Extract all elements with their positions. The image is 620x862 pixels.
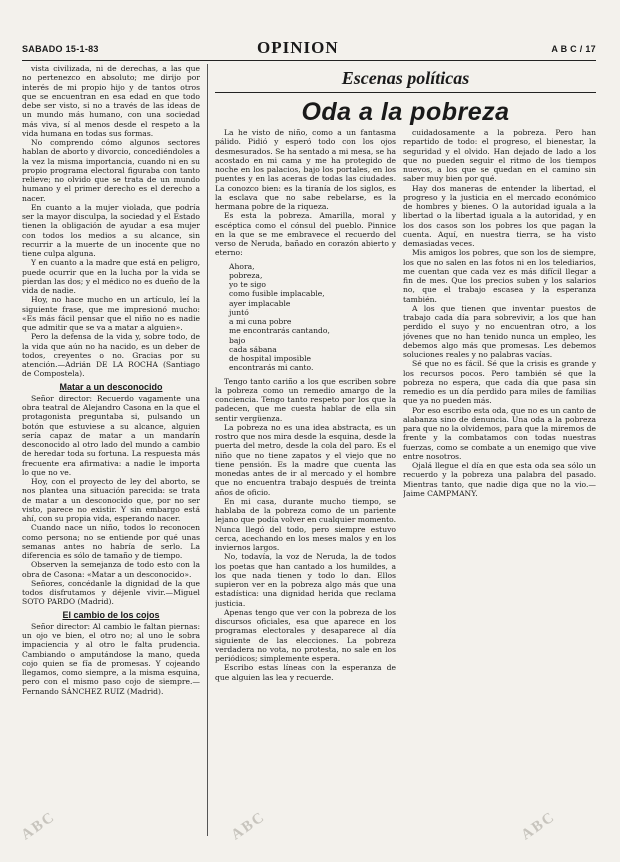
poem-line: bajo <box>229 335 246 345</box>
article-headline: Oda a la pobreza <box>301 98 510 126</box>
letter-paragraph: Cuando nace un niño, todos lo reconocen como persona; no se entiende por qué unas semanas antes no habría de serlo. La diferencia es sólo de tamaño y de tiempo. <box>22 523 200 560</box>
letter-paragraph: vista civilizada, ni de derechas, a las que no pertenezco en absoluto; me dirijo por interés de mi propio hijo y de tantos otros que se encuentran en esa edad en que todo debe ser visto, si no a través de las ideas de un mundo más humano, con una sociedad más viva, sí al menos desde el respeto a la vida humana en todas sus formas. <box>22 64 200 138</box>
letter-paragraph: Hoy, con el proyecto de ley del aborto, se nos plantea una situación parecida: se trata de matar a un desconocido que, por no ser visto, parece no existir. Y sin embargo está ahí, con su propia vida, esperando nacer. <box>22 477 200 523</box>
poem-block <box>215 262 396 373</box>
watermark-logo: ABC <box>228 808 269 844</box>
article-paragraph: Mis amigos los pobres, que son los de siempre, los que no salen en las fotos ni en los telediarios, me cuentan que cada vez es más difícil llegar a fin de mes. Que los precios suben y los salarios no, que el trabajo escasea y la esperanza también. <box>403 248 596 304</box>
letter-paragraph: Hoy, no hace mucho en un artículo, leí la siguiente frase, que me impresionó mucho: «Es más fácil pensar que el niño no es nadie que admitir que se va a matar a alguien». <box>22 295 200 332</box>
poem-line: juntó <box>229 307 249 317</box>
article-paragraph: A los que tienen que inventar puestos de trabajo cada día para sobrevivir, a los que han perdido el suyo y no encuentran otro, a los jóvenes que no han tenido nunca un empleo, les debemos algo más que promesas. Les debemos soluciones reales y no palabras vacías. <box>403 303 596 359</box>
letter-paragraph: Señor director: Recuerdo vagamente una obra teatral de Alejandro Casona en la que el protagonista preguntaba si, pulsando un botón que estuviese a su alcance, alguien sería capaz de matar a un mandarín desconocido al otro lado del mundo a cambio de heredar toda su fortuna. La respuesta más frecuente era afirmativa: a nadie le importa lo que no ve. <box>22 393 200 477</box>
article-paragraph: Por eso escribo esta oda, que no es un canto de alabanza sino de denuncia. Una oda a la pobreza para que no la olvidemos, para que la miremos de frente y la combatamos con todas nuestras fuerzas, como se combate a un enemigo que vive entre nosotros. <box>403 405 596 461</box>
article-paragraph: Es esta la pobreza. Amarilla, moral y escéptica como el cónsul del pueblo. Pinnice en la que se me embravece el recuerdo del verso de Neruda, bañado en corazón abierto y eterno: <box>215 211 396 258</box>
poem-line: ayer implacable <box>229 298 291 308</box>
letter-paragraph: Y en cuanto a la madre que está en peligro, puede ocurrir que en la lucha por la vida se pierdan las dos; y el médico no es dueño de la vida de nadie. <box>22 258 200 295</box>
article-column-2 <box>403 128 596 836</box>
letter-paragraph: Observen la semejanza de todo esto con la obra de Casona: «Matar a un desconocido». <box>22 560 200 579</box>
column-divider <box>207 64 208 836</box>
letter-heading: El cambio de los cojos <box>62 609 160 620</box>
letter-paragraph: Pero la defensa de la vida y, sobre todo, de la vida que aún no ha nacido, es un deber de todos, creyentes o no. Gracias por su atención.—Adrián DE LA ROCHA (Santiago de Compostela). <box>22 332 200 379</box>
poem-line: yo te sigo <box>229 280 266 289</box>
article-paragraph: No, todavía, la voz de Neruda, la de todos los poetas que han cantado a los humildes, a los que nada tienen y todo lo dan. Ellos supieron ver en la pobreza algo más que una estadística: una dignidad herida que reclama justicia. <box>215 552 396 608</box>
poem-line: como fusible implacable, <box>229 289 325 299</box>
section-title: OPINION <box>257 38 339 57</box>
poem-line: cada sábana <box>229 344 277 354</box>
letter-paragraph: Señores, concédanle la dignidad de la que todos disfrutamos y déjenle vivir.—Miguel SOTO PARDO (Madrid). <box>22 578 200 607</box>
poem-line: de hospital imposible <box>229 354 312 363</box>
poem-line: a mi cuna pobre <box>229 317 292 326</box>
article-paragraph: Tengo tanto cariño a los que escriben sobre la pobreza como un remedio amargo de la conciencia. Tengo tanto respeto por los que la padecen, que me cuesta hablar de ella sin sentir vergüenza. <box>215 376 396 423</box>
letter-paragraph: Señor director: Al cambio le faltan piernas: un ojo ve bien, el otro no; al uno le sobra impaciencia y al otro le falta prudencia. Cambiando o amputándose la mano, queda cojo quien se fía de promesas. Y cojeando llegamos, como siempre, a la misma esquina, pero con el mismo paso cojo de siempre.—Fernando SÁNCHEZ RUIZ (Madrid). <box>22 621 200 696</box>
watermark-logo: ABC <box>518 808 559 844</box>
issue-date: SABADO 15-1-83 <box>22 44 99 54</box>
article-paragraph: En mi casa, durante mucho tiempo, se hablaba de la pobreza como de un pariente lejano que podía volver en cualquier momento. Nunca llegó del todo, pero siempre estuvo cerca, acechando en los meses malos y en los inviernos largos. <box>215 496 396 552</box>
article-paragraph: Sé que no es fácil. Sé que la crisis es grande y los recursos pocos. Pero también sé que la pobreza no espera, que cada día que pasa sin remedio es un día perdido para miles de familias que ya no pueden más. <box>403 359 596 406</box>
article-paragraph: cuidadosamente a la pobreza. Pero han repartido de todo: el progreso, el bienestar, la seguridad y el olvido. Han dejado de lado a los que no pueden seguir el ritmo de los tiempos nuevos, a los que se quedan en el camino sin saber muy bien por qué. <box>403 128 596 184</box>
page-number: A B C / 17 <box>551 44 596 54</box>
poem-line: encontrarás mi canto. <box>229 363 314 373</box>
letter-paragraph: En cuanto a la mujer violada, que podría ser la mayor disculpa, la sociedad y el Estado tienen la obligación de ayudar a esa mujer con todos los medios a su alcance, sin recurrir a la muerte de un inocente que no tiene culpa alguna. <box>22 202 200 258</box>
letter-heading: Matar a un desconocido <box>59 381 163 392</box>
poem-line: Ahora, <box>229 261 255 271</box>
article-paragraph: La he visto de niño, como a un fantasma pálido. Pidió y esperó todo con los ojos desmesurados. Se ha sentado a mi mesa, se ha acostado en mi cama y me ha protegido de noche en los palacios, bajo los portales, en los puentes y en las aceras de todas las ciudades. La conozco bien: es la tiranía de los siglos, es la esclava que no sabe rebelarse, es la hermana pobre de la riqueza. <box>215 128 396 211</box>
poem-line: me encontrarás cantando, <box>229 326 330 336</box>
article-paragraph: La pobreza no es una idea abstracta, es un rostro que nos mira desde la esquina, desde la puerta del metro, desde la cola del paro. Es el niño que no tiene zapatos y el viejo que no tiene pensión. Es la madre que cuenta las monedas antes de ir al mercado y el hombre que no encuentra trabajo después de treinta años de oficio. <box>215 422 396 497</box>
article-paragraph: Hay dos maneras de entender la libertad, el progreso y la justicia en el mercado económico de hombres y bienes. O la autoridad iguala a la libertad o la libertad iguala a la autoridad, y en los dos casos son los pobres los que pagan la cuenta. Aquí, en nuestra tierra, se ha visto demasiadas veces. <box>403 183 596 248</box>
article-kicker: Escenas políticas <box>215 68 596 93</box>
article-paragraph: Ojalá llegue el día en que esta oda sea sólo un recuerdo y la pobreza una palabra del pasado. Mientras tanto, que nadie diga que no la vio.—Jaime CAMPMANY. <box>403 461 596 498</box>
page-header <box>22 38 596 61</box>
article-paragraph: Escribo estas líneas con la esperanza de que alguien las lea y recuerde. <box>215 663 396 682</box>
article-paragraph: Apenas tengo que ver con la pobreza de los discursos oficiales, esa que aparece en los programas electorales y desaparece al día siguiente de las elecciones. La pobreza verdadera no vota, no protesta, no sale en los periódicos; simplemente espera. <box>215 607 396 663</box>
letter-paragraph: No comprendo cómo algunos sectores hablan de aborto y divorcio, concediéndoles a la vez la misma importancia, cuando ni en su propio programa electoral figuraba con tanto relieve; no olvido que se trata de un mundo humano y el primer derecho es el derecho a nacer. <box>22 138 200 203</box>
poem-line: pobreza, <box>229 270 263 280</box>
watermark-logo: ABC <box>18 808 59 844</box>
article-column-1 <box>215 128 396 836</box>
letters-column <box>22 64 200 834</box>
